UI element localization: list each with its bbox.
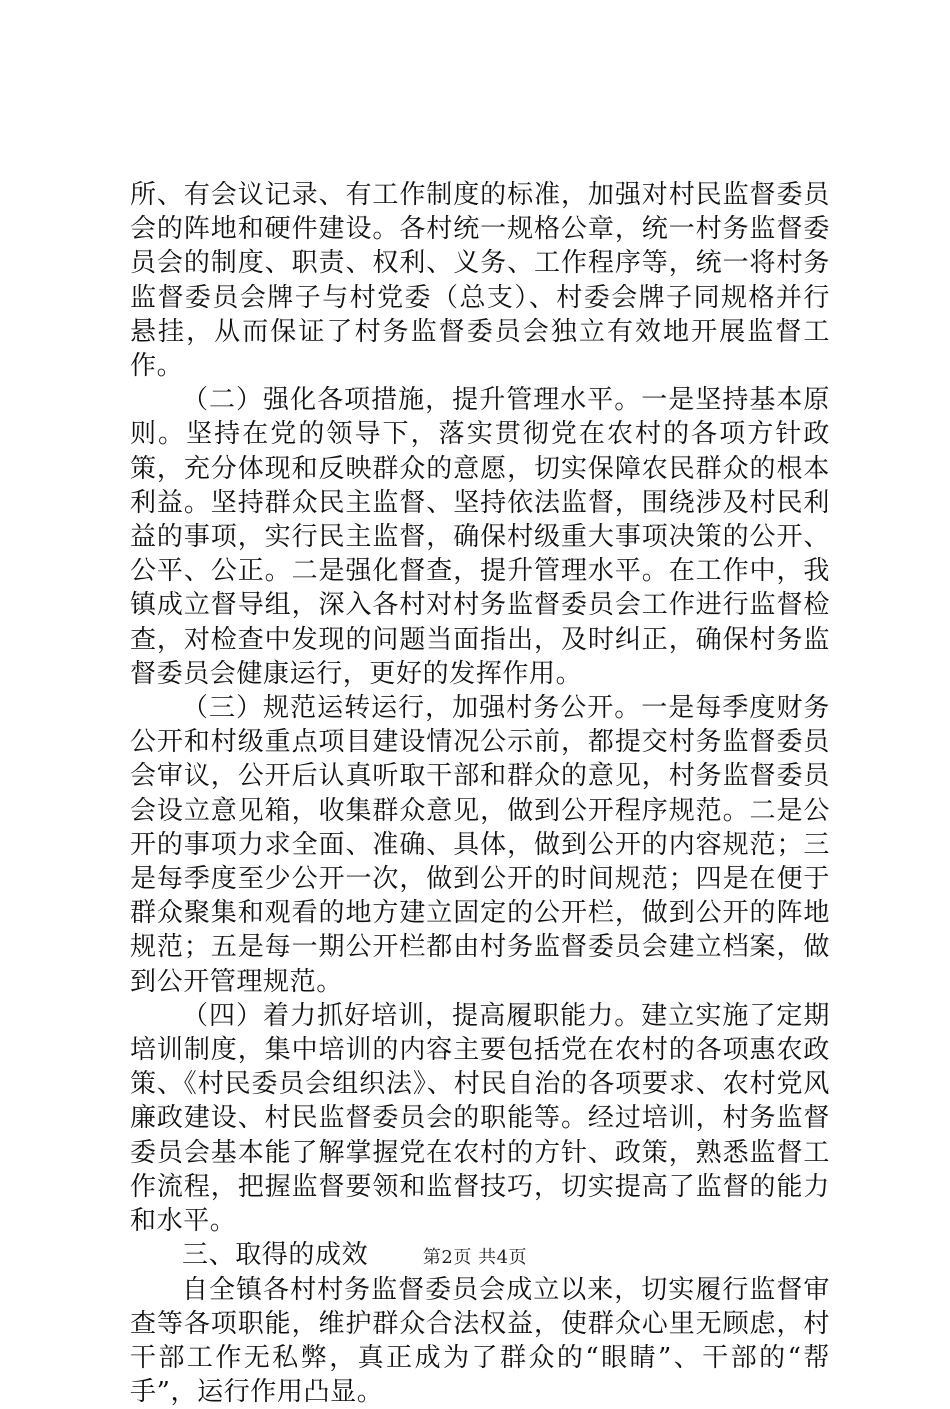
page-number-footer: 第2页 共4页 [0, 1243, 950, 1269]
document-body [130, 178, 830, 1409]
paragraph-section-2: （二）强化各项措施，提升管理水平。一是坚持基本原则。坚持在党的领导下，落实贯彻党在农村的各项方针政策，充分体现和反映群众的意愿，切实保障农民群众的根本利益。坚持群众民主监督、坚持依法监督，围绕涉及村民利益的事项，实行民主监督，确保村级重大事项决策的公开、公平、公正。二是强化督查，提升管理水平。在工作中，我镇成立督导组，深入各村对村务监督委员会工作进行监督检查，对检查中发现的问题当面指出，及时纠正，确保村务监督委员会健康运行，更好的发挥作用。 [130, 383, 830, 691]
paragraph-continuation: 所、有会议记录、有工作制度的标准，加强对村民监督委员会的阵地和硬件建设。各村统一规格公章，统一村务监督委员会的制度、职责、权利、义务、工作程序等，统一将村务监督委员会牌子与村党委（总支）、村委会牌子同规格并行悬挂，从而保证了村务监督委员会独立有效地开展监督工作。 [130, 178, 830, 383]
section-heading-results: 三、取得的成效 [130, 1238, 830, 1272]
paragraph-results: 自全镇各村村务监督委员会成立以来，切实履行监督审查等各项职能，维护群众合法权益，使群众心里无顾虑，村干部工作无私弊，真正成为了群众的“眼睛”、干部的“帮手”，运行作用凸显。 [130, 1273, 830, 1409]
paragraph-section-4: （四）着力抓好培训，提高履职能力。建立实施了定期培训制度，集中培训的内容主要包括党在农村的各项惠农政策、《村民委员会组织法》、村民自治的各项要求、农村党风廉政建设、村民监督委员会的职能等。经过培训，村务监督委员会基本能了解掌握党在农村的方针、政策，熟悉监督工作流程，把握监督要领和监督技巧，切实提高了监督的能力和水平。 [130, 999, 830, 1238]
paragraph-section-3: （三）规范运转运行，加强村务公开。一是每季度财务公开和村级重点项目建设情况公示前，都提交村务监督委员会审议，公开后认真听取干部和群众的意见，村务监督委员会设立意见箱，收集群众意见，做到公开程序规范。二是公开的事项力求全面、准确、具体，做到公开的内容规范；三是每季度至少公开一次，做到公开的时间规范；四是在便于群众聚集和观看的地方建立固定的公开栏，做到公开的阵地规范；五是每一期公开栏都由村务监督委员会建立档案，做到公开管理规范。 [130, 691, 830, 999]
